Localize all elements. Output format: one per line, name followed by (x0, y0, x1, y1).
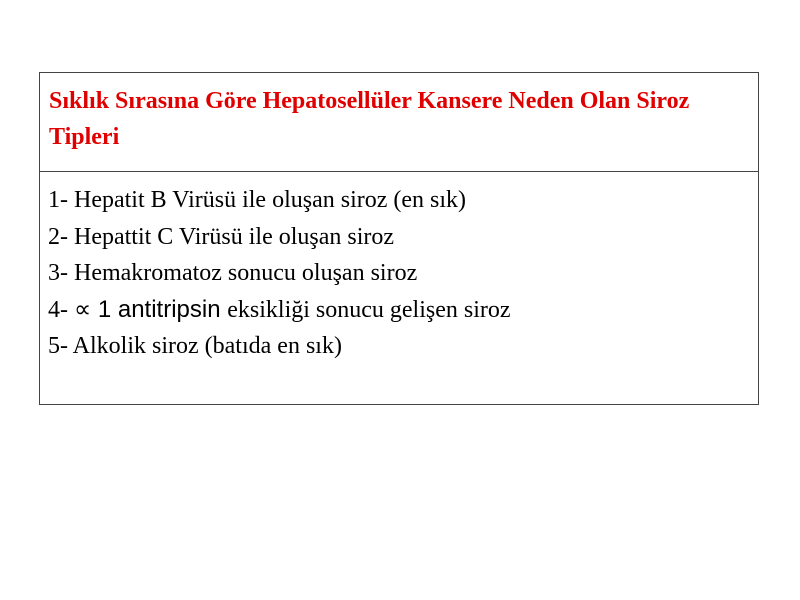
table-header-cell (40, 73, 758, 172)
list-item-hepatitis-b: 1- Hepatit B Virüsü ile oluşan siroz (en sık) (48, 187, 467, 213)
antitrypsin-term: 1 antitripsin (91, 295, 228, 323)
list-item-hemochromatosis: 3- Hemakromatoz sonucu oluşan siroz (48, 260, 418, 286)
list-item-alcoholic: 5- Alkolik siroz (batıda en sık) (48, 333, 342, 359)
list-item-prefix: 4- (48, 296, 74, 323)
list-item-hepatitis-c: 2- Hepattit C Virüsü ile oluşan siroz (48, 223, 395, 250)
table-body-cell (40, 172, 758, 365)
list-item-suffix: eksikliği sonucu gelişen siroz (227, 296, 511, 323)
list-item-alpha-1-antitrypsin (48, 292, 750, 329)
alpha-symbol: ∝ (74, 296, 92, 323)
cirrhosis-types-table (39, 72, 759, 405)
table-header-title: Sıklık Sırasına Göre Hepatosellüler Kansere Neden Olan Siroz Tipleri (49, 88, 690, 150)
